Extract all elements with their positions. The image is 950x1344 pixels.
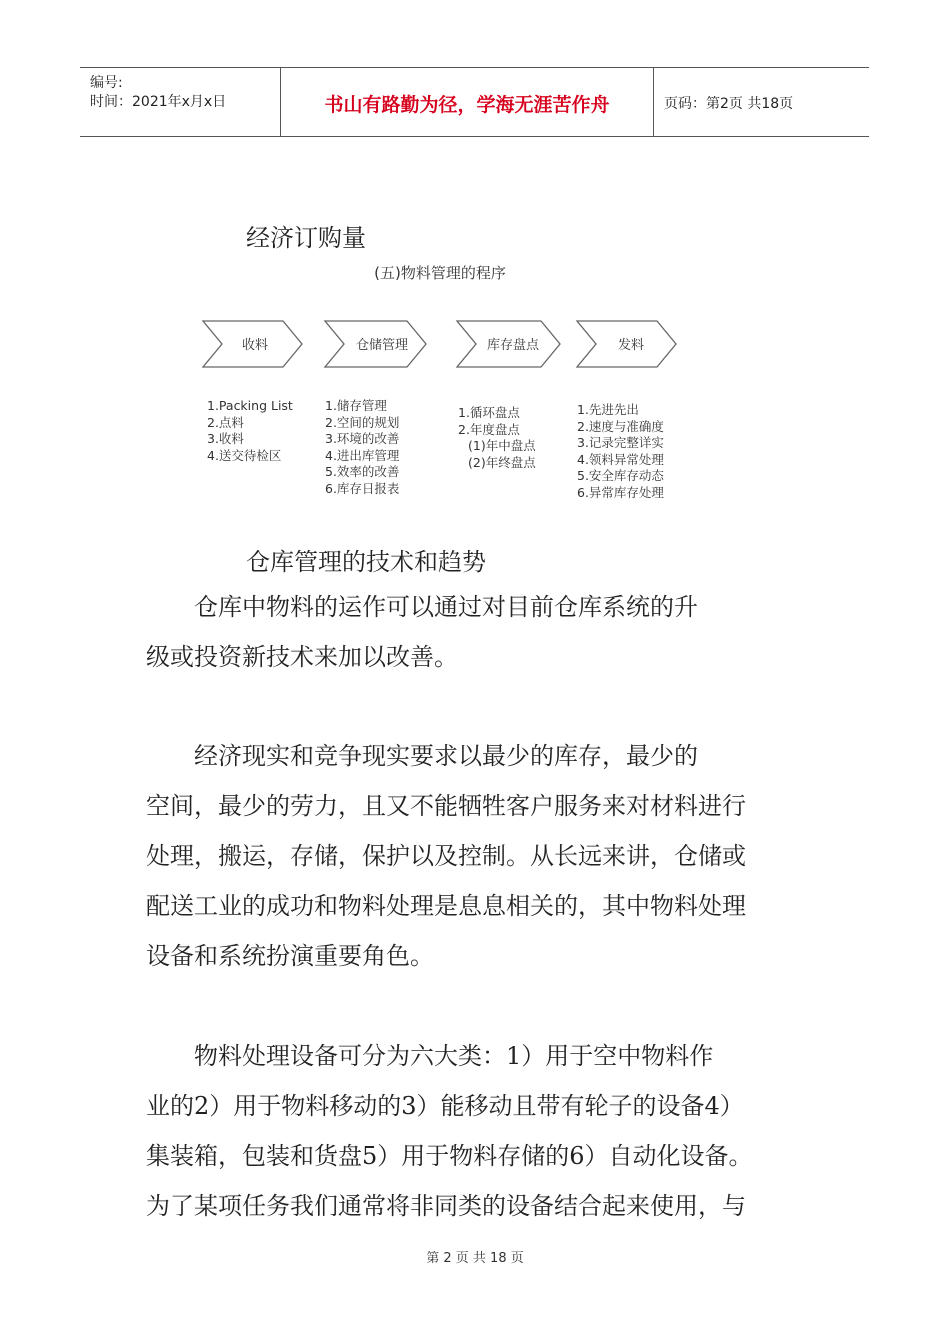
chevron-step-issue [577,321,676,367]
chevron-step-inventory [457,321,560,367]
list-item: 4.领料异常处理 [577,451,664,467]
list-item: (1)年中盘点 [468,438,536,453]
list-item: 1.先进先出 [577,402,639,417]
text-line: 经济现实和竞争现实要求以最少的库存，最少的 [146,742,698,770]
list-item: 1.Packing List [207,398,293,413]
step-label-issue: 发料 [617,338,645,353]
text-line: 配送工业的成功和物料处理是息息相关的，其中物料处理 [146,892,746,920]
section-heading-eoq: 经济订购量 [246,224,366,252]
text-line: 处理，搬运，存储，保护以及控制。从长远来讲，仓储或 [146,842,746,870]
list-item: 6.库存日报表 [325,480,400,496]
list-item: 2.速度与准确度 [577,418,664,434]
chevron-step-receive [203,321,302,367]
document-date: 时间：2021年x月x日 [90,94,227,110]
step-label-receive: 收料 [241,338,269,353]
step-list-receive [207,398,293,464]
header-meta-cell [80,68,281,136]
text-line: 业的2）用于物料移动的3）能移动且带有轮子的设备4） [146,1092,744,1120]
list-item: 3.环境的改善 [325,431,400,446]
diagram-title: (五)物料管理的程序 [374,264,506,282]
process-diagram [195,314,690,374]
list-item: 4.进出库管理 [325,447,400,463]
list-item: 1.储存管理 [325,398,387,413]
text-line: 仓库中物料的运作可以通过对目前仓库系统的升 [146,593,698,621]
step-list-issue [577,402,664,501]
header-motto: 书山有路勤为径，学海无涯苦作舟 [324,94,610,116]
list-item: (2)年终盘点 [468,454,536,470]
text-line: 物料处理设备可分为六大类：1）用于空中物料作 [146,1042,714,1070]
text-line: 设备和系统扮演重要角色。 [146,942,434,970]
header-motto-cell [281,68,654,136]
paragraph [146,731,746,981]
list-item: 2.点料 [207,414,244,430]
step-label-storage: 仓储管理 [355,338,409,353]
list-item: 6.异常库存处理 [577,484,664,500]
text-line: 为了某项任务我们通常将非同类的设备结合起来使用，与 [146,1192,746,1220]
step-label-inventory: 库存盘点 [486,338,540,353]
list-item: 3.记录完整详实 [577,435,664,450]
list-item: 4.送交待检区 [207,447,282,463]
page-footer: 第 2 页 共 18 页 [426,1251,524,1266]
text-line: 空间，最少的劳力，且又不能牺牲客户服务来对材料进行 [146,792,746,820]
step-list-storage [325,398,399,497]
list-item: 5.安全库存动态 [577,468,664,483]
paragraph [146,1031,753,1231]
list-item: 2.空间的规划 [325,414,400,430]
list-item: 1.循环盘点 [458,405,520,420]
paragraph [146,582,698,682]
text-line: 级或投资新技术来加以改善。 [146,643,458,671]
document-number-label: 编号: [90,75,123,91]
list-item: 2.年度盘点 [458,421,520,437]
text-line: 集装箱，包装和货盘5）用于物料存储的6）自动化设备。 [146,1142,753,1170]
step-list-inventory [458,405,536,471]
list-item: 3.收料 [207,431,244,446]
header-page-info: 页码：第2页 共18页 [664,96,794,112]
chevron-step-storage [325,321,426,367]
page-header [80,67,869,137]
section-heading-trends: 仓库管理的技术和趋势 [246,548,486,576]
list-item: 5.效率的改善 [325,464,400,479]
